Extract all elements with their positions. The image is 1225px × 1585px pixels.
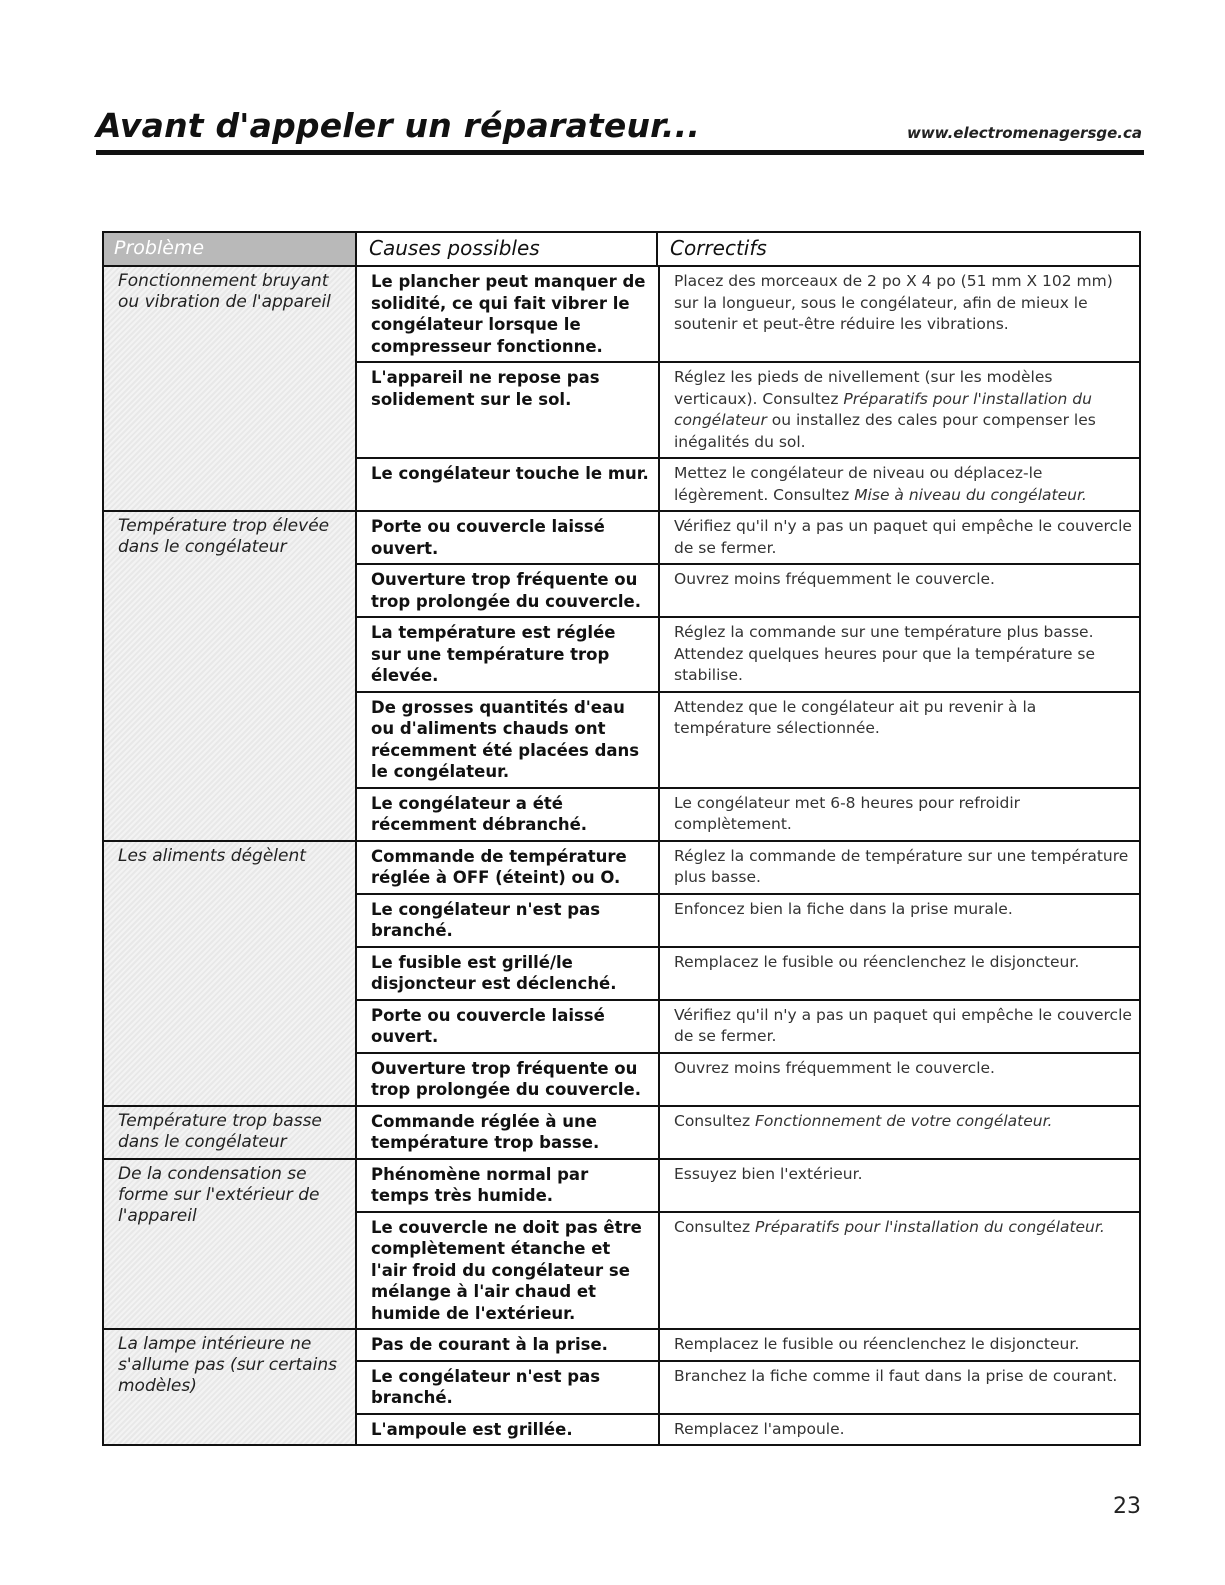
- problem-label: La lampe intérieure ne s'allume pas (sur certains modèles): [104, 1330, 355, 1444]
- header-rule: [96, 150, 1144, 155]
- possible-cause: Le congélateur touche le mur.: [371, 464, 649, 483]
- corrective-action: [658, 459, 1139, 510]
- page-title: Avant d'appeler un réparateur...: [96, 106, 701, 145]
- corrective-action: [658, 512, 1139, 563]
- reference-text: Mise à niveau du congélateur.: [854, 485, 1087, 504]
- possible-cause: Le congélateur a été récemment débranché.: [371, 793, 588, 834]
- fix-text: Enfoncez bien la fiche dans la prise murale.: [674, 899, 1013, 918]
- problem-label: Température trop basse dans le congélateur: [104, 1107, 355, 1158]
- problem-label: De la condensation se forme sur l'extérieur de l'appareil: [104, 1160, 355, 1329]
- fix-text: Ouvrez moins fréquemment le couvercle.: [674, 1058, 995, 1077]
- table-row: [357, 1415, 1139, 1445]
- possible-cause: Le congélateur n'est pas branché.: [371, 899, 601, 940]
- causes-list: [355, 267, 1139, 510]
- corrective-action: [658, 618, 1139, 691]
- possible-cause: De grosses quantités d'eau ou d'aliments chauds ont récemment été placées dans le congélateur.: [371, 697, 640, 781]
- table-row: [357, 267, 1139, 363]
- column-header-causes: Causes possibles: [355, 233, 656, 265]
- causes-list: [355, 1160, 1139, 1329]
- possible-cause: Ouverture trop fréquente ou trop prolongée du couvercle.: [371, 1058, 642, 1099]
- corrective-action: [658, 1107, 1139, 1158]
- possible-cause: La température est réglée sur une température trop élevée.: [371, 623, 616, 685]
- problem-group: [104, 842, 1139, 1107]
- problem-label: Température trop élevée dans le congélateur: [104, 512, 355, 840]
- fix-text: Remplacez l'ampoule.: [674, 1419, 845, 1438]
- table-row: [357, 1001, 1139, 1054]
- fix-text: Placez des morceaux de 2 po X 4 po (51 mm X 102 mm) sur la longueur, sous le congélateur, afin de mieux le soutenir et peut-être réduire les vibrations.: [674, 272, 1113, 333]
- column-header-problem: Problème: [104, 233, 355, 265]
- possible-cause: Porte ou couvercle laissé ouvert.: [371, 517, 605, 558]
- causes-list: [355, 842, 1139, 1105]
- reference-text: Fonctionnement de votre congélateur.: [755, 1111, 1053, 1130]
- table-row: [357, 618, 1139, 693]
- possible-cause: Le congélateur n'est pas branché.: [371, 1366, 601, 1407]
- table-row: [357, 512, 1139, 565]
- fix-text: Vérifiez qu'il n'y a pas un paquet qui empêche le couvercle de se fermer.: [674, 517, 1132, 557]
- problem-group: [104, 512, 1139, 842]
- table-row: [357, 459, 1139, 510]
- problem-group: [104, 1160, 1139, 1331]
- problem-group: [104, 1330, 1139, 1444]
- website-link[interactable]: www.electromenagersge.ca: [906, 124, 1142, 142]
- table-row: [357, 1330, 1139, 1362]
- table-row: [357, 895, 1139, 948]
- possible-cause: Le fusible est grillé/le disjoncteur est déclenché.: [371, 952, 617, 993]
- corrective-action: [658, 565, 1139, 616]
- table-row: [357, 1213, 1139, 1329]
- corrective-action: [658, 895, 1139, 946]
- table-row: [357, 948, 1139, 1001]
- corrective-action: [658, 693, 1139, 787]
- fix-text: Essuyez bien l'extérieur.: [674, 1164, 863, 1183]
- fix-text: Mettez le congélateur de niveau ou déplacez-le légèrement. Consultez: [674, 464, 1043, 504]
- possible-cause: L'appareil ne repose pas solidement sur le sol.: [371, 368, 600, 409]
- problem-group: [104, 1107, 1139, 1160]
- corrective-action: [658, 363, 1139, 457]
- table-row: [357, 1362, 1139, 1415]
- corrective-action: [658, 1160, 1139, 1211]
- fix-text: Réglez la commande sur une température plus basse. Attendez quelques heures pour que la température se stabilise.: [674, 623, 1096, 684]
- corrective-action: [658, 1213, 1139, 1329]
- possible-cause: Ouverture trop fréquente ou trop prolongée du couvercle.: [371, 570, 642, 611]
- table-header-row: [104, 233, 1139, 267]
- problem-label: Les aliments dégèlent: [104, 842, 355, 1105]
- possible-cause: Le plancher peut manquer de solidité, ce qui fait vibrer le congélateur lorsque le compresseur fonctionne.: [371, 272, 646, 356]
- troubleshooting-table: [102, 231, 1141, 1446]
- reference-text: Préparatifs pour l'installation du congélateur: [674, 389, 1092, 429]
- corrective-action: [658, 789, 1139, 840]
- column-header-fixes: Correctifs: [656, 233, 1139, 265]
- page-number: 23: [1113, 1494, 1141, 1519]
- fix-text: Réglez les pieds de nivellement (sur les modèles verticaux). Consultez: [674, 368, 1053, 408]
- table-row: [357, 1054, 1139, 1105]
- corrective-action: [658, 842, 1139, 893]
- possible-cause: Commande réglée à une température trop basse.: [371, 1111, 600, 1152]
- corrective-action: [658, 1054, 1139, 1105]
- corrective-action: [658, 1001, 1139, 1052]
- possible-cause: Phénomène normal par temps très humide.: [371, 1164, 589, 1205]
- fix-text: ou installez des cales pour compenser les inégalités du sol.: [674, 411, 1096, 451]
- table-row: [357, 1107, 1139, 1158]
- corrective-action: [658, 1330, 1139, 1360]
- reference-text: Préparatifs pour l'installation du congélateur.: [755, 1217, 1105, 1236]
- possible-cause: L'ampoule est grillée.: [371, 1419, 573, 1439]
- fix-text: Remplacez le fusible ou réenclenchez le disjoncteur.: [674, 952, 1080, 971]
- table-row: [357, 789, 1139, 840]
- fix-text: Réglez la commande de température sur une température plus basse.: [674, 846, 1129, 886]
- causes-list: [355, 1107, 1139, 1158]
- possible-cause: Le couvercle ne doit pas être complètement étanche et l'air froid du congélateur se mélange à l'air chaud et humide de l'extérieur.: [371, 1217, 642, 1323]
- table-row: [357, 565, 1139, 618]
- table-row: [357, 363, 1139, 459]
- fix-text: Consultez: [674, 1111, 756, 1130]
- table-body: [104, 267, 1139, 1444]
- possible-cause: Porte ou couvercle laissé ouvert.: [371, 1005, 605, 1046]
- problem-label: Fonctionnement bruyant ou vibration de l'appareil: [104, 267, 355, 510]
- page-header: [96, 100, 1144, 156]
- fix-text: Vérifiez qu'il n'y a pas un paquet qui empêche le couvercle de se fermer.: [674, 1005, 1132, 1045]
- causes-list: [355, 512, 1139, 840]
- table-row: [357, 842, 1139, 895]
- corrective-action: [658, 267, 1139, 361]
- fix-text: Attendez que le congélateur ait pu revenir à la température sélectionnée.: [674, 697, 1037, 737]
- fix-text: Remplacez le fusible ou réenclenchez le disjoncteur.: [674, 1335, 1080, 1353]
- table-row: [357, 693, 1139, 789]
- causes-list: [355, 1330, 1139, 1444]
- fix-text: Branchez la fiche comme il faut dans la prise de courant.: [674, 1366, 1118, 1385]
- problem-group: [104, 267, 1139, 512]
- possible-cause: Commande de température réglée à OFF (éteint) ou O.: [371, 846, 627, 887]
- fix-text: Le congélateur met 6-8 heures pour refroidir complètement.: [674, 793, 1021, 833]
- table-row: [357, 1160, 1139, 1213]
- corrective-action: [658, 1415, 1139, 1445]
- possible-cause: Pas de courant à la prise.: [371, 1335, 608, 1354]
- corrective-action: [658, 1362, 1139, 1413]
- corrective-action: [658, 948, 1139, 999]
- fix-text: Consultez: [674, 1217, 756, 1236]
- fix-text: Ouvrez moins fréquemment le couvercle.: [674, 570, 995, 588]
